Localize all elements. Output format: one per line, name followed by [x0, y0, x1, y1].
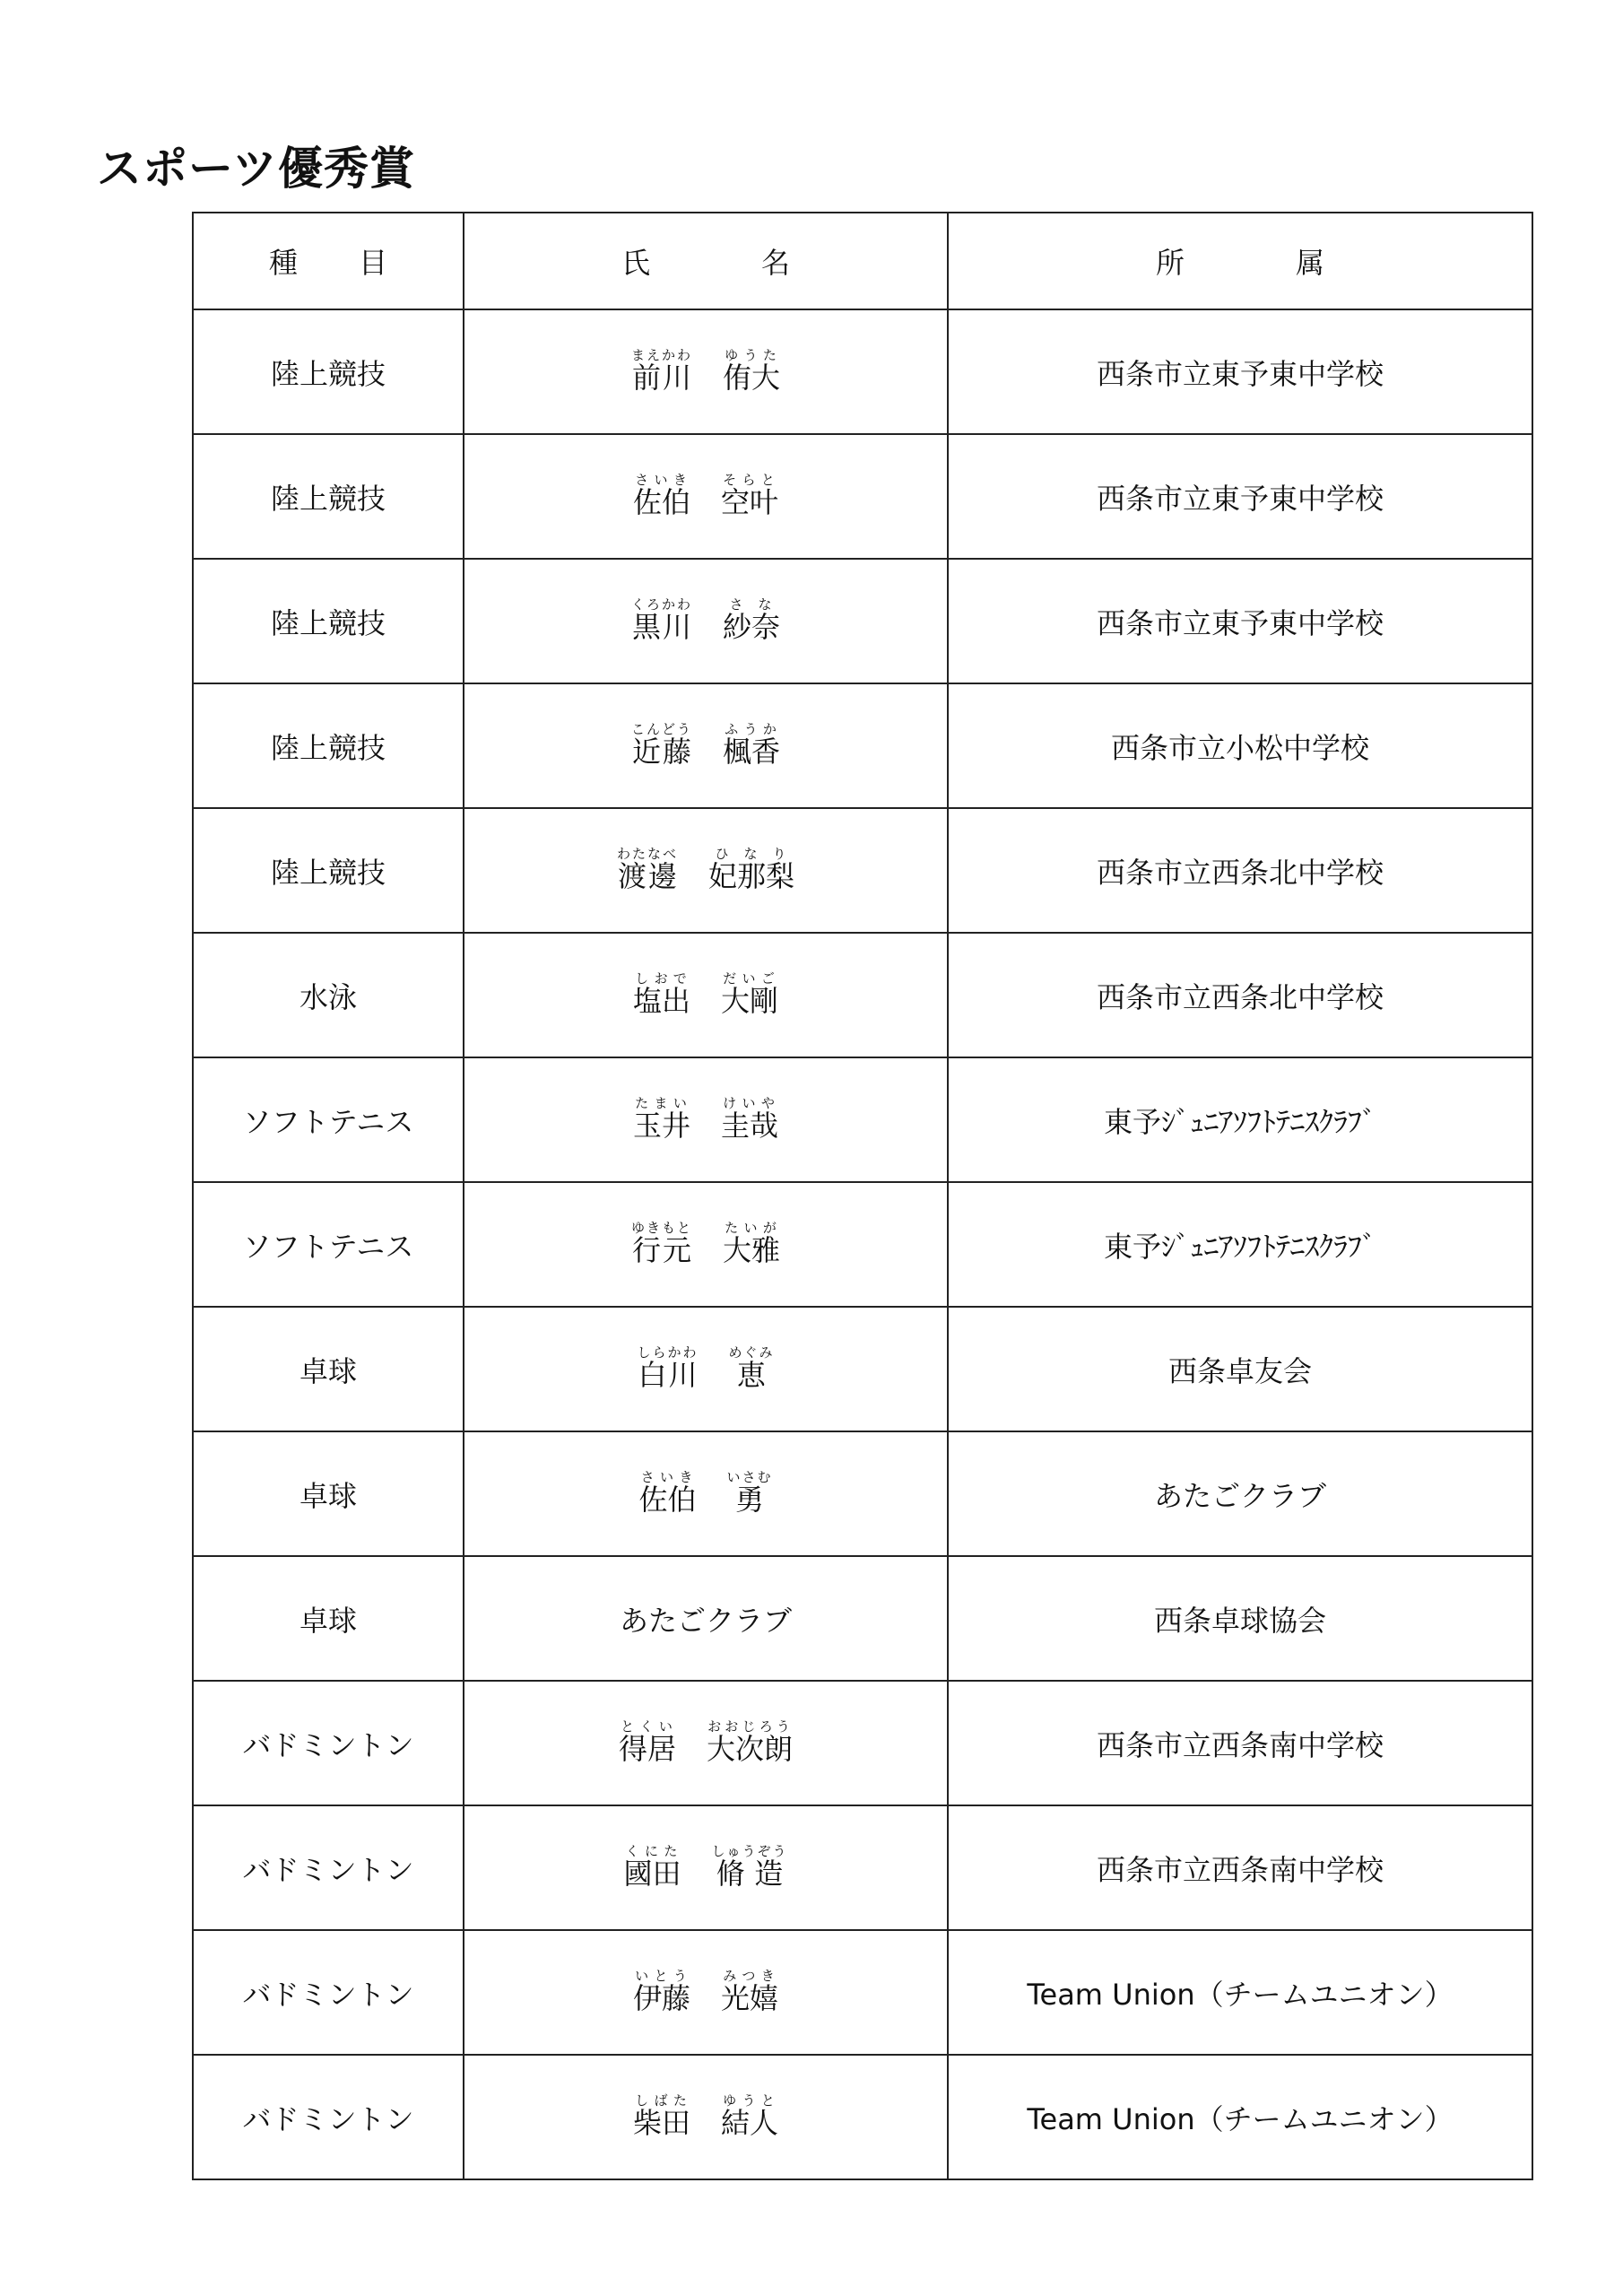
affiliation-cell: 西条市立西条北中学校	[948, 808, 1532, 933]
family-name: 佐伯さいき	[638, 1469, 697, 1517]
name-cell	[464, 1057, 948, 1182]
event-cell: バドミントン	[193, 2055, 464, 2179]
name-cell	[464, 1431, 948, 1556]
table-row	[193, 1930, 1532, 2055]
page-title: スポーツ優秀賞	[97, 143, 415, 195]
given-name: 勇いさむ	[726, 1469, 773, 1517]
family-name: 塩出しおで	[632, 970, 690, 1018]
name-cell	[464, 2055, 948, 2179]
name-cell	[464, 1930, 948, 2055]
given-name-reading: しゅうぞう	[711, 1843, 788, 1859]
family-name: 白川しらかわ	[637, 1344, 699, 1392]
person-name	[633, 1095, 778, 1144]
table-header-row	[193, 213, 1532, 309]
family-name-reading: まえかわ	[630, 347, 692, 363]
person-name	[633, 2092, 778, 2142]
table-row	[193, 309, 1532, 434]
event-cell: バドミントン	[193, 1805, 464, 1930]
event-cell: 陸上競技	[193, 309, 464, 434]
given-name: 大雅たいが	[723, 1220, 781, 1267]
table-row	[193, 808, 1532, 933]
affiliation-cell: Team Union（チームユニオン）	[948, 1930, 1532, 2055]
name-cell	[464, 1182, 948, 1307]
family-name-reading: しおで	[632, 970, 690, 987]
given-name: 空叶そらと	[721, 472, 779, 519]
event-cell: 卓球	[193, 1307, 464, 1431]
event-cell: 水泳	[193, 933, 464, 1057]
given-name: 光嬉みつき	[721, 1968, 779, 2015]
table-row	[193, 1182, 1532, 1307]
name-cell	[464, 808, 948, 933]
given-name: 結人ゆうと	[721, 2092, 779, 2140]
given-name-reading: いさむ	[726, 1469, 773, 1485]
header-name: 氏 名	[464, 213, 948, 309]
team-name: あたごクラブ	[619, 1603, 792, 1638]
given-name-reading: そらと	[721, 472, 778, 488]
affiliation-cell: Team Union（チームユニオン）	[948, 2055, 1532, 2179]
name-cell	[464, 1805, 948, 1930]
event-cell: 陸上競技	[193, 559, 464, 683]
affiliation-cell: 西条市立小松中学校	[948, 683, 1532, 808]
affiliation-cell: 西条市立西条南中学校	[948, 1681, 1532, 1805]
given-name-reading: ゆうた	[723, 347, 780, 363]
name-cell	[464, 933, 948, 1057]
family-name-reading: さいき	[632, 472, 690, 488]
family-name: 黒川くろかわ	[630, 596, 692, 644]
name-cell	[464, 1556, 948, 1681]
event-cell: ソフトテニス	[193, 1182, 464, 1307]
affiliation-cell: 東予ｼﾞｭﾆｱｿﾌﾄﾃﾆｽｸﾗﾌﾞ	[948, 1182, 1532, 1307]
person-name	[633, 970, 778, 1020]
affiliation-cell: 西条市立東予東中学校	[948, 434, 1532, 559]
affiliation-cell: 西条市立東予東中学校	[948, 559, 1532, 683]
affiliation-cell: 西条市立東予東中学校	[948, 309, 1532, 434]
given-name: 大次朗おおじろう	[707, 1718, 794, 1766]
family-name-reading: しばた	[632, 2092, 690, 2109]
given-name: 紗奈さな	[723, 596, 781, 644]
family-name-reading: いとう	[632, 1968, 690, 1984]
event-cell: 陸上競技	[193, 434, 464, 559]
table-row	[193, 683, 1532, 808]
name-cell	[464, 1681, 948, 1805]
family-name: 行元ゆきもと	[630, 1220, 692, 1267]
affiliation-cell: 東予ｼﾞｭﾆｱｿﾌﾄﾃﾆｽｸﾗﾌﾞ	[948, 1057, 1532, 1182]
affiliation-cell: 西条市立西条南中学校	[948, 1805, 1532, 1930]
given-name-reading: だいご	[721, 970, 778, 987]
table-row	[193, 1431, 1532, 1556]
table-row	[193, 1307, 1532, 1431]
table-row	[193, 1805, 1532, 1930]
family-name: 伊藤いとう	[632, 1968, 690, 2015]
given-name-reading: たいが	[723, 1220, 780, 1236]
name-cell	[464, 1307, 948, 1431]
table-row	[193, 434, 1532, 559]
family-name-reading: さいき	[638, 1469, 697, 1485]
family-name-reading: わたなべ	[616, 846, 678, 862]
given-name-reading: ゆうと	[721, 2092, 778, 2109]
table-row	[193, 1057, 1532, 1182]
family-name: 柴田しばた	[632, 2092, 690, 2140]
event-cell: バドミントン	[193, 1930, 464, 2055]
family-name: 國田くにた	[623, 1843, 681, 1891]
person-name	[633, 1968, 778, 2017]
awards-table	[192, 212, 1533, 2180]
person-name	[631, 596, 780, 646]
header-affiliation: 所 属	[948, 213, 1532, 309]
person-name	[637, 1344, 774, 1394]
given-name: 楓香ふうか	[723, 721, 781, 769]
given-name-reading: おおじろう	[707, 1718, 794, 1735]
header-event: 種 目	[193, 213, 464, 309]
given-name: 圭哉けいや	[721, 1095, 779, 1143]
event-cell: ソフトテニス	[193, 1057, 464, 1182]
family-name-reading: とくい	[618, 1718, 676, 1735]
event-cell: バドミントン	[193, 1681, 464, 1805]
table-row	[193, 1681, 1532, 1805]
affiliation-cell: 西条卓友会	[948, 1307, 1532, 1431]
family-name-reading: こんどう	[630, 721, 692, 737]
family-name-reading: くろかわ	[630, 596, 692, 613]
name-cell	[464, 434, 948, 559]
given-name: 侑大ゆうた	[723, 347, 781, 395]
family-name: 佐伯さいき	[632, 472, 690, 519]
table-row	[193, 559, 1532, 683]
person-name	[631, 1220, 780, 1269]
person-name	[619, 1718, 793, 1768]
person-name	[638, 1469, 772, 1518]
person-name	[617, 846, 794, 895]
given-name-reading: さな	[723, 596, 781, 613]
family-name: 得居とくい	[618, 1718, 676, 1766]
given-name: 大剛だいご	[721, 970, 779, 1018]
family-name: 前川まえかわ	[630, 347, 692, 395]
table-row	[193, 933, 1532, 1057]
event-cell: 陸上競技	[193, 808, 464, 933]
given-name: 妃那梨ひなり	[708, 846, 795, 893]
person-name	[623, 1843, 787, 1892]
event-cell: 卓球	[193, 1556, 464, 1681]
person-name	[631, 347, 780, 396]
family-name-reading: ゆきもと	[630, 1220, 692, 1236]
family-name: 近藤こんどう	[630, 721, 692, 769]
person-name	[631, 721, 780, 770]
given-name-reading: めぐみ	[728, 1344, 775, 1361]
name-cell	[464, 309, 948, 434]
given-name-reading: ひなり	[708, 846, 795, 862]
family-name: 渡邊わたなべ	[616, 846, 678, 893]
event-cell: 陸上競技	[193, 683, 464, 808]
family-name-reading: たまい	[632, 1095, 690, 1111]
name-cell	[464, 559, 948, 683]
given-name-reading: ふうか	[723, 721, 780, 737]
family-name-reading: くにた	[623, 1843, 681, 1859]
given-name: 恵めぐみ	[728, 1344, 775, 1392]
name-cell	[464, 683, 948, 808]
table-row	[193, 2055, 1532, 2179]
table-row	[193, 1556, 1532, 1681]
person-name	[633, 472, 778, 521]
family-name-reading: しらかわ	[637, 1344, 699, 1361]
given-name-reading: けいや	[721, 1095, 778, 1111]
affiliation-cell: 西条卓球協会	[948, 1556, 1532, 1681]
affiliation-cell: 西条市立西条北中学校	[948, 933, 1532, 1057]
family-name: 玉井たまい	[632, 1095, 690, 1143]
given-name: 脩造しゅうぞう	[711, 1843, 788, 1891]
given-name-reading: みつき	[721, 1968, 779, 1984]
affiliation-cell: あたごクラブ	[948, 1431, 1532, 1556]
event-cell: 卓球	[193, 1431, 464, 1556]
